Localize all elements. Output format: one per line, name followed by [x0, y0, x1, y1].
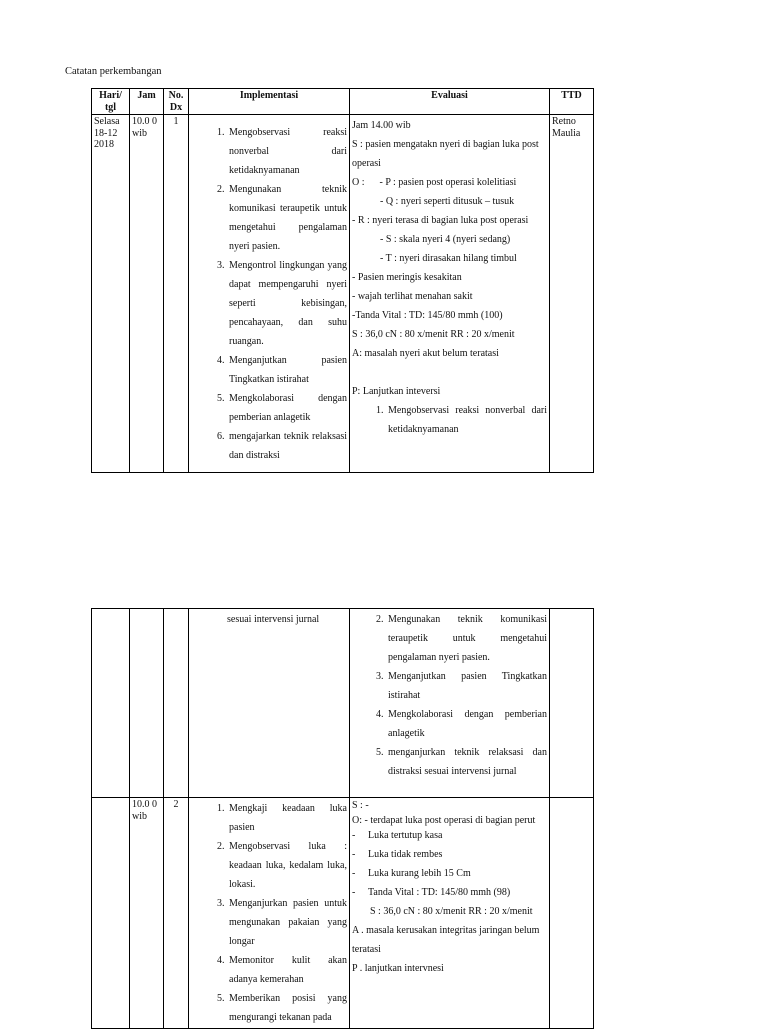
- cell-evaluasi: [350, 798, 550, 1029]
- progress-notes-table-continued: [91, 608, 594, 1029]
- eval-line: S : 36,0 cN : 80 x/menit RR : 20 x/menit: [370, 906, 533, 917]
- cell-jam: 10.0 0 wib: [130, 115, 164, 473]
- table-row: [92, 115, 594, 473]
- cell-ttd: Retno Maulia: [550, 115, 594, 473]
- progress-notes-table: [91, 88, 594, 473]
- cell-implementasi: [189, 115, 350, 473]
- table-row: [92, 798, 594, 1029]
- eval-line: O: - terdapat luka post operasi di bagian perut: [352, 815, 536, 826]
- list-item: 4. Memonitor kulit akan adanya kemerahan: [227, 951, 347, 989]
- cell-evaluasi: [350, 609, 550, 798]
- eval-line: - wajah terlihat menahan sakit: [352, 291, 473, 302]
- cell-hari: Selasa 18-12 2018: [92, 115, 130, 473]
- implementasi-continuation: sesuai intervensi jurnal: [227, 614, 320, 625]
- list-item: - Luka kurang lebih 15 Cm: [352, 864, 547, 883]
- cell-implementasi: [189, 798, 350, 1029]
- list-item: 1. Mengobservasi reaksi nonverbal dari ketidaknyamanan: [386, 401, 547, 439]
- implementasi-list: [191, 799, 347, 1027]
- eval-line: S : -: [352, 800, 369, 811]
- eval-line: - Q : nyeri seperti ditusuk – tusuk: [380, 196, 515, 207]
- list-item: 2. Mengunakan teknik komunikasi teraupetik untuk mengetahui pengalaman nyeri pasien.: [227, 180, 347, 256]
- eval-line: - S : skala nyeri 4 (nyeri sedang): [380, 234, 511, 245]
- list-item: 4. Menganjutkan pasien Tingkatkan istirahat: [227, 351, 347, 389]
- cell-dx: 1: [164, 115, 189, 473]
- table-row: [92, 609, 594, 798]
- header-evaluasi: Evaluasi: [350, 89, 550, 115]
- eval-plan-list: [352, 610, 547, 781]
- eval-line: S : pasien mengatakn nyeri di bagian luka post operasi: [352, 139, 539, 169]
- eval-line: - R : nyeri terasa di bagian luka post operasi: [352, 215, 529, 226]
- list-item: 1. Mengkaji keadaan luka pasien: [227, 799, 347, 837]
- eval-objective-list: [352, 826, 547, 902]
- eval-line: A: masalah nyeri akut belum teratasi: [352, 348, 499, 359]
- list-item: 4. Mengkolaborasi dengan pemberian anlagetik: [386, 705, 547, 743]
- implementasi-list: [191, 123, 347, 465]
- list-item: 2. Mengunakan teknik komunikasi teraupetik untuk mengetahui pengalaman nyeri pasien.: [386, 610, 547, 667]
- list-item: - Tanda Vital : TD: 145/80 mmh (98): [352, 883, 547, 902]
- list-item: 1. Mengobservasi reaksi nonverbal dari ketidaknyamanan: [227, 123, 347, 180]
- list-item: 5. Memberikan posisi yang mengurangi tekanan pada: [227, 989, 347, 1027]
- header-implementasi: Implementasi: [189, 89, 350, 115]
- eval-plan-list: [352, 401, 547, 439]
- page-heading: Catatan perkembangan: [65, 66, 162, 77]
- list-item: 5. Mengkolaborasi dengan pemberian anlagetik: [227, 389, 347, 427]
- header-no-dx: No. Dx: [164, 89, 189, 115]
- list-item: 6. mengajarkan teknik relaksasi dan distraksi: [227, 427, 347, 465]
- eval-line: Jam 14.00 wib: [352, 120, 411, 131]
- cell-evaluasi: [350, 115, 550, 473]
- cell-implementasi: [189, 609, 350, 798]
- eval-line: -Tanda Vital : TD: 145/80 mmh (100): [352, 310, 503, 321]
- eval-line: P: Lanjutkan inteversi: [352, 386, 441, 397]
- header-ttd: TTD: [550, 89, 594, 115]
- header-hari-tgl: Hari/ tgl: [92, 89, 130, 115]
- eval-spacer: [352, 363, 547, 382]
- list-item: 3. Mengontrol lingkungan yang dapat mempengaruhi nyeri seperti kebisingan, pencahayaan, dan suhu ruangan.: [227, 256, 347, 351]
- eval-line: O : - P : pasien post operasi kolelitiasi: [352, 177, 517, 188]
- list-item: 5. menganjurkan teknik relaksasi dan distraksi sesuai intervensi jurnal: [386, 743, 547, 781]
- list-item: - Luka tidak rembes: [352, 845, 547, 864]
- list-item: 3. Menganjurkan pasien untuk mengunakan pakaian yang longar: [227, 894, 347, 951]
- table-header-row: [92, 89, 594, 115]
- eval-line: S : 36,0 cN : 80 x/menit RR : 20 x/menit: [352, 329, 515, 340]
- cell-jam: 10.0 0 wib: [130, 798, 164, 1029]
- list-item: - Luka tertutup kasa: [352, 826, 547, 845]
- eval-line: - T : nyeri dirasakan hilang timbul: [380, 253, 517, 264]
- list-item: 3. Menganjutkan pasien Tingkatkan istirahat: [386, 667, 547, 705]
- cell-dx: 2: [164, 798, 189, 1029]
- eval-line: P . lanjutkan intervnesi: [352, 963, 444, 974]
- list-item: 2. Mengobservasi luka : keadaan luka, kedalam luka, lokasi.: [227, 837, 347, 894]
- eval-line: A . masala kerusakan integritas jaringan belum teratasi: [352, 925, 540, 955]
- eval-line: - Pasien meringis kesakitan: [352, 272, 462, 283]
- header-jam: Jam: [130, 89, 164, 115]
